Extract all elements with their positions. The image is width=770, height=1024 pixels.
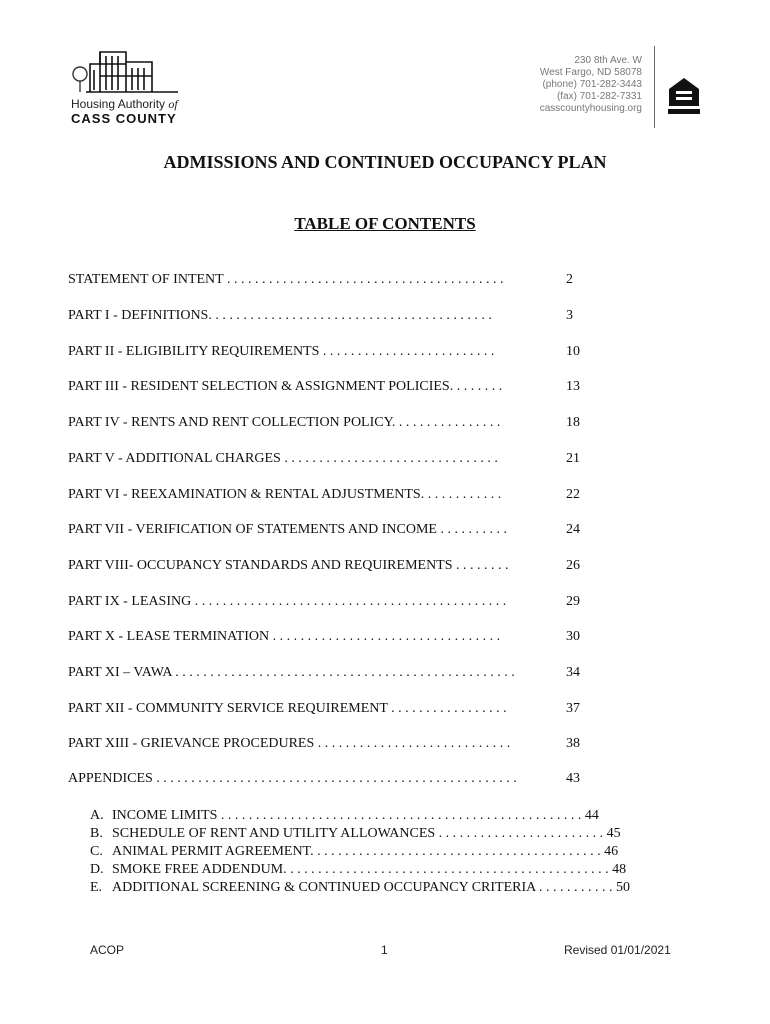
logo-org-line2: CASS COUNTY [71, 111, 177, 126]
appendix-entry [90, 843, 618, 860]
toc-entry-label: PART VII - VERIFICATION OF STATEMENTS AND INCOME . . . . . . . . . . [68, 522, 507, 537]
toc-entry [68, 736, 580, 752]
toc-entry-page: 30 [566, 629, 580, 644]
toc-entry-label: PART XII - COMMUNITY SERVICE REQUIREMENT . . . . . . . . . . . . . . . . . [68, 701, 507, 716]
toc-entry [68, 629, 580, 645]
toc-entry-label: PART X - LEASE TERMINATION . . . . . . . . . . . . . . . . . . . . . . . . . . . . . . . . . [68, 629, 501, 644]
toc-entry-page: 21 [566, 451, 580, 466]
toc-entry-label: PART XI – VAWA . . . . . . . . . . . . . . . . . . . . . . . . . . . . . . . . . . . . . . . . . . . . . . . . . [68, 665, 515, 680]
toc-entry-page: 2 [566, 272, 573, 287]
toc-entry [68, 594, 580, 610]
toc-entry [68, 558, 580, 574]
appendix-entry [90, 861, 626, 878]
appendix-letter: E. [90, 880, 103, 895]
toc-entry-page: 43 [566, 771, 580, 786]
address-line: West Fargo, ND 58078 [539, 67, 642, 78]
toc-entry-label: PART IV - RENTS AND RENT COLLECTION POLICY. . . . . . . . . . . . . . . . [68, 415, 501, 430]
appendix-letter: D. [90, 862, 104, 877]
appendix-entry [90, 807, 599, 824]
toc-entry-label: PART I - DEFINITIONS. . . . . . . . . . . . . . . . . . . . . . . . . . . . . . . . . . . . . . . . . [68, 308, 492, 323]
building-icon [66, 46, 196, 96]
toc-entry-label: PART VIII- OCCUPANCY STANDARDS AND REQUIREMENTS . . . . . . . . [68, 558, 509, 573]
appendix-text: ANIMAL PERMIT AGREEMENT. . . . . . . . . . . . . . . . . . . . . . . . . . . . . . . . . . . . . . . . . . 46 [112, 844, 619, 859]
toc-entry [68, 344, 580, 360]
toc-entry [68, 665, 580, 681]
toc-heading: TABLE OF CONTENTS [294, 214, 476, 233]
toc-entry-label: PART VI - REEXAMINATION & RENTAL ADJUSTMENTS. . . . . . . . . . . . [68, 487, 502, 502]
toc-entry [68, 451, 580, 467]
logo-org-line1: Housing Authority of [71, 97, 178, 111]
appendix-entry [90, 825, 621, 842]
toc-entry [68, 487, 580, 503]
toc-entry-page: 34 [566, 665, 580, 680]
toc-entry-page: 26 [566, 558, 580, 573]
address-line: casscountyhousing.org [539, 103, 642, 114]
toc-entry-label: PART III - RESIDENT SELECTION & ASSIGNMENT POLICIES. . . . . . . . [68, 379, 503, 394]
appendix-text: SMOKE FREE ADDENDUM. . . . . . . . . . . . . . . . . . . . . . . . . . . . . . . . . . . . . . . . . . . . . . . 48 [112, 862, 627, 877]
appendix-text: ADDITIONAL SCREENING & CONTINUED OCCUPANCY CRITERIA . . . . . . . . . . . 50 [112, 880, 630, 895]
toc-entry [68, 522, 580, 538]
toc-entry-page: 29 [566, 594, 580, 609]
toc-entry [68, 415, 580, 431]
equal-housing-icon [667, 76, 701, 116]
toc-entry-page: 22 [566, 487, 580, 502]
toc-entry [68, 272, 573, 288]
appendix-text: INCOME LIMITS . . . . . . . . . . . . . . . . . . . . . . . . . . . . . . . . . . . . . . . . . . . . . . . . . . . . 44 [112, 808, 599, 823]
appendix-letter: A. [90, 808, 104, 823]
toc-entry-page: 24 [566, 522, 580, 537]
toc-entry-label: PART II - ELIGIBILITY REQUIREMENTS . . . . . . . . . . . . . . . . . . . . . . . . . [68, 344, 495, 359]
toc-entry-page: 3 [566, 308, 573, 323]
toc-entry-label: APPENDICES . . . . . . . . . . . . . . . . . . . . . . . . . . . . . . . . . . . . . . . . . . . . . . . . . . . . [68, 771, 517, 786]
toc-entry-label: PART IX - LEASING . . . . . . . . . . . . . . . . . . . . . . . . . . . . . . . . . . . . . . . . . . . . . [68, 594, 507, 609]
header-divider [654, 46, 655, 128]
toc-entry-page: 37 [566, 701, 580, 716]
toc-entry [68, 308, 573, 324]
toc-entry-label: STATEMENT OF INTENT . . . . . . . . . . . . . . . . . . . . . . . . . . . . . . . . . . . . . . . . [68, 272, 504, 287]
appendix-letter: B. [90, 826, 103, 841]
address-line: (phone) 701-282-3443 [542, 79, 642, 90]
footer-left: ACOP [90, 943, 125, 957]
toc-entry-page: 10 [566, 344, 580, 359]
address-line: 230 8th Ave. W [574, 55, 642, 66]
toc-entry [68, 701, 580, 717]
appendix-text: SCHEDULE OF RENT AND UTILITY ALLOWANCES . . . . . . . . . . . . . . . . . . . . . . . . 45 [112, 826, 621, 841]
footer-page-number: 1 [381, 943, 388, 957]
footer-revised: Revised 01/01/2021 [564, 943, 671, 957]
toc-entry-page: 18 [566, 415, 580, 430]
address-line: (fax) 701-282-7331 [556, 91, 642, 102]
toc-entry-page: 38 [566, 736, 580, 751]
address-block [540, 55, 642, 115]
document-title: ADMISSIONS AND CONTINUED OCCUPANCY PLAN [163, 152, 607, 172]
housing-authority-logo [66, 46, 196, 128]
toc-entry [68, 771, 580, 787]
appendix-letter: C. [90, 844, 103, 859]
appendix-entry [90, 879, 630, 896]
toc-entry-page: 13 [566, 379, 580, 394]
toc-entry-label: PART XIII - GRIEVANCE PROCEDURES . . . . . . . . . . . . . . . . . . . . . . . . . . . . [68, 736, 511, 751]
toc-entry-label: PART V - ADDITIONAL CHARGES . . . . . . . . . . . . . . . . . . . . . . . . . . . . . . . [68, 451, 498, 466]
toc-entry [68, 379, 580, 395]
